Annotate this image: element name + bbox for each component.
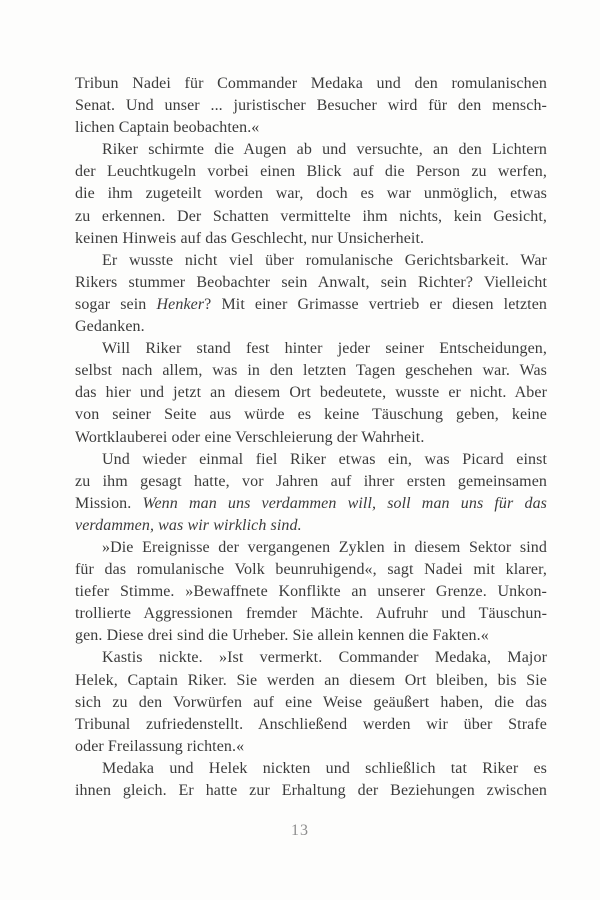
text-line (75, 714, 547, 736)
text-line (75, 250, 547, 272)
text-line (75, 559, 547, 581)
text-line (75, 95, 547, 117)
text-line (75, 758, 547, 780)
text-line (75, 117, 547, 139)
text-segment: Kastis nickte. »Ist vermerkt. Commander Medaka, Major (102, 649, 547, 667)
text-segment: sogar sein (75, 295, 157, 313)
text-segment: gen. Diese drei sind die Urheber. Sie allein kennen die Fakten.« (75, 627, 489, 645)
text-line (75, 139, 547, 161)
text-segment: »Die Ereignisse der vergangenen Zyklen in diesem Sektor sind (102, 538, 547, 556)
text-line (75, 272, 547, 294)
text-line (75, 603, 547, 625)
text-segment: Senat. Und unser ... juristischer Besucher wird für den mensch- (75, 97, 547, 115)
text-segment: selbst nach allem, was in den letzten Tagen geschehen war. Was (75, 362, 547, 380)
text-line (75, 736, 547, 758)
text-segment: zu erkennen. Der Schatten vermittelte ihm nichts, kein Gesicht, (75, 207, 547, 225)
text-segment: zu ihm gesagt hatte, vor Jahren auf ihrer ersten gemeinsamen (75, 472, 547, 490)
text-segment: Mission. (75, 494, 143, 512)
text-line (75, 183, 547, 205)
text-segment: für das romulanische Volk beunruhigend«, sagt Nadei mit klarer, (75, 561, 547, 579)
text-segment: ? Mit einer Grimasse vertrieb er diesen letzten (204, 295, 547, 313)
text-segment: das hier und jetzt an diesem Ort bedeutete, wusste er nicht. Aber (75, 384, 547, 402)
text-segment: die ihm zugeteilt worden war, doch es war unmöglich, etwas (75, 185, 547, 203)
text-segment: sich zu den Vorwürfen auf eine Weise geäußert haben, die das (75, 693, 547, 711)
text-segment: Rikers stummer Beobachter sein Anwalt, sein Richter? Vielleicht (75, 273, 547, 291)
text-segment: der Leuchtkugeln vorbei einen Blick auf die Person zu werfen, (75, 163, 547, 181)
text-segment: Tribun Nadei für Commander Medaka und den romulanischen (75, 75, 547, 92)
text-line (75, 161, 547, 183)
text-segment: keinen Hinweis auf das Geschlecht, nur Unsicherheit. (75, 229, 425, 247)
text-line (75, 382, 547, 404)
text-line (75, 780, 547, 802)
text-line (75, 404, 547, 426)
text-line (75, 515, 547, 537)
text-line (75, 427, 547, 449)
text-block (75, 73, 547, 802)
text-segment: Riker schirmte die Augen ab und versuchte, an den Lichtern (102, 141, 547, 159)
text-line (75, 581, 547, 603)
page-number: 13 (291, 822, 309, 839)
text-line (75, 294, 547, 316)
text-segment: Will Riker stand fest hinter jeder seiner Entscheidungen, (102, 340, 547, 358)
text-segment: oder Freilassung richten.« (75, 737, 245, 755)
text-segment: Gedanken. (75, 318, 145, 336)
text-segment: Helek, Captain Riker. Sie werden an diesem Ort bleiben, bis Sie (75, 671, 547, 689)
text-line (75, 692, 547, 714)
text-line (75, 73, 547, 95)
text-segment: ihnen gleich. Er hatte zur Erhaltung der Beziehungen zwischen (75, 782, 547, 799)
text-segment: trollierte Aggressionen fremder Mächte. Aufruhr und Täuschun- (75, 605, 547, 623)
text-line (75, 206, 547, 228)
text-segment: Tribunal zufriedenstellt. Anschließend werden wir über Strafe (75, 715, 547, 733)
italic-text-segment: verdammen, was wir wirklich sind. (75, 516, 302, 534)
text-segment: Medaka und Helek nickten und schließlich tat Riker es (102, 759, 547, 777)
text-line (75, 625, 547, 647)
text-segment: lichen Captain beobachten.« (75, 119, 260, 137)
text-line (75, 316, 547, 338)
text-line (75, 338, 547, 360)
text-segment: tiefer Stimme. »Bewaffnete Konflikte an unserer Grenze. Unkon- (75, 583, 547, 601)
text-segment: Er wusste nicht viel über romulanische Gerichtsbarkeit. War (102, 251, 547, 269)
text-segment: Wortklauberei oder eine Verschleierung der Wahrheit. (75, 428, 425, 446)
text-line (75, 228, 547, 250)
text-line (75, 471, 547, 493)
text-line (75, 537, 547, 559)
italic-text-segment: Wenn man uns verdammen will, soll man uns für das (142, 494, 547, 512)
italic-text-segment: Henker (156, 295, 205, 313)
text-line (75, 449, 547, 471)
text-segment: von seiner Seite aus würde es keine Täuschung geben, keine (75, 406, 547, 424)
text-line (75, 360, 547, 382)
text-line (75, 670, 547, 692)
text-line (75, 493, 547, 515)
text-segment: Und wieder einmal fiel Riker etwas ein, was Picard einst (102, 450, 547, 468)
text-line (75, 647, 547, 669)
